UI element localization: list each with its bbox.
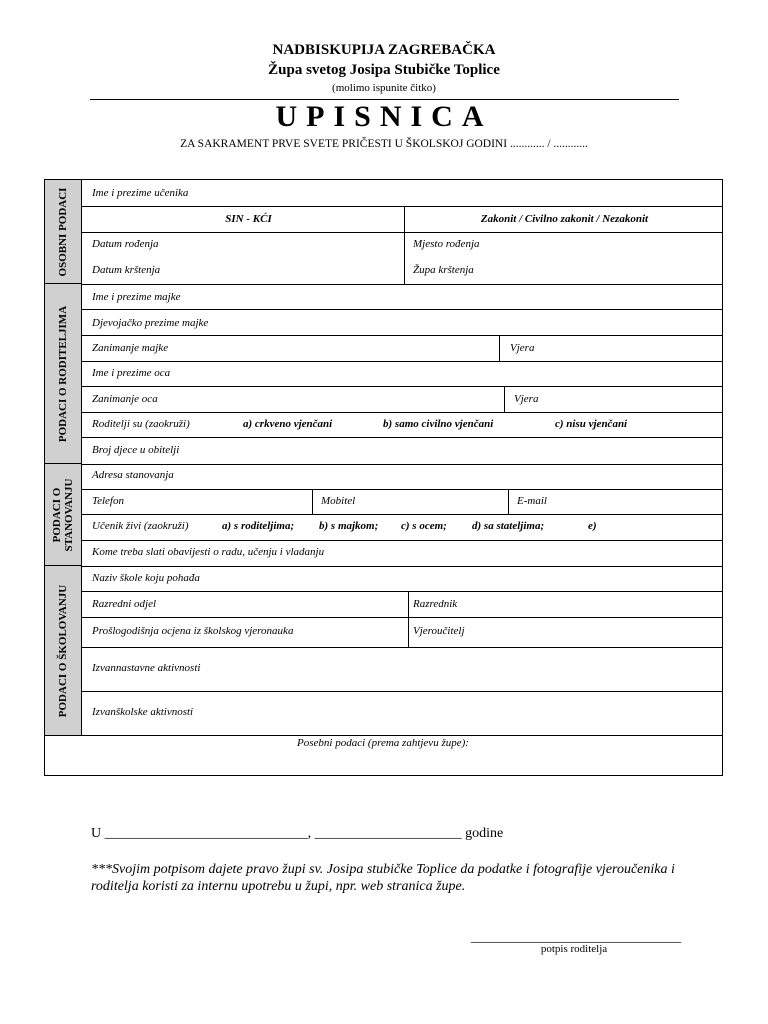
row-divider: [82, 489, 722, 490]
field-email[interactable]: E-mail: [517, 495, 547, 507]
option-not-married[interactable]: c) nisu vjenčani: [555, 418, 628, 430]
field-outside-activities[interactable]: Izvanškolske aktivnosti: [92, 706, 194, 718]
option-with-parents[interactable]: a) s roditeljima;: [222, 520, 295, 532]
field-extracurricular[interactable]: Izvannastavne aktivnosti: [92, 662, 201, 674]
row-divider: [82, 206, 722, 207]
row-divider: [82, 617, 722, 618]
row-divider: [82, 309, 722, 310]
section-schooling: [45, 566, 82, 736]
field-mother-religion[interactable]: Vjera: [510, 342, 535, 354]
column-divider: [408, 591, 409, 647]
field-father-religion[interactable]: Vjera: [514, 393, 539, 405]
row-divider: [82, 412, 722, 413]
row-divider: [82, 437, 722, 438]
field-son-daughter[interactable]: SIN - KĆI: [225, 213, 272, 225]
row-divider: [82, 361, 722, 362]
row-divider: [82, 691, 722, 692]
field-school-name[interactable]: Naziv škole koju pohađa: [92, 572, 200, 584]
row-divider: [82, 514, 722, 515]
section-parents: [45, 284, 82, 464]
section-parents-label: PODACI O RODITELJIMA: [57, 305, 69, 442]
form-subtitle: ZA SAKRAMENT PRVE SVETE PRIČESTI U ŠKOLSKOJ GODINI ............ / ............: [180, 138, 588, 150]
section-divider: [45, 735, 722, 736]
option-other[interactable]: e): [588, 520, 597, 532]
field-religion-grade[interactable]: Prošlogodišnja ocjena iz školskog vjeronauka: [92, 625, 294, 637]
row-divider: [82, 335, 722, 336]
field-legitimacy[interactable]: Zakonit / Civilno zakonit / Nezakonit: [480, 213, 649, 225]
column-divider: [508, 489, 509, 514]
field-children-count[interactable]: Broj djece u obitelji: [92, 444, 180, 456]
field-birth-place[interactable]: Mjesto rođenja: [413, 238, 480, 250]
field-baptism-date[interactable]: Datum krštenja: [92, 264, 161, 276]
section-residence: [45, 464, 82, 566]
field-parents-marital-status: Roditelji su (zaokruži): [92, 418, 190, 430]
option-church-married[interactable]: a) crkveno vjenčani: [243, 418, 333, 430]
field-mother-name[interactable]: Ime i prezime majke: [92, 291, 181, 303]
field-class-teacher[interactable]: Razrednik: [413, 598, 458, 610]
fill-instruction: (molimo ispunite čitko): [332, 82, 436, 94]
section-divider: [82, 284, 722, 285]
consent-text: ***Svojim potpisom dajete pravo župi sv. Josipa stubičke Toplice da podatke i fotografije vjeroučenika i roditelja koristi za internu upotrebu u župi, npr. web stranica župe.: [91, 862, 675, 894]
field-father-name[interactable]: Ime i prezime oca: [92, 367, 171, 379]
section-divider: [82, 464, 722, 465]
form-title: UPISNICA: [275, 100, 493, 133]
row-divider: [82, 591, 722, 592]
option-with-father[interactable]: c) s ocem;: [401, 520, 447, 532]
field-address[interactable]: Adresa stanovanja: [92, 469, 174, 481]
signature-label: potpis roditelja: [540, 943, 608, 955]
section-divider: [82, 566, 722, 567]
row-divider: [82, 540, 722, 541]
column-divider: [499, 335, 500, 361]
row-divider: [82, 232, 722, 233]
field-religion-teacher[interactable]: Vjeroučitelj: [413, 625, 465, 637]
field-phone[interactable]: Telefon: [92, 495, 124, 507]
row-divider: [82, 647, 722, 648]
registration-form: [44, 179, 723, 776]
field-baptism-parish[interactable]: Župa krštenja: [413, 264, 474, 276]
field-notification-recipient[interactable]: Kome treba slati obavijesti o radu, učenju i vladanju: [92, 546, 325, 558]
row-divider: [82, 386, 722, 387]
column-divider: [312, 489, 313, 514]
field-special-data[interactable]: Posebni podaci (prema zahtjevu župe):: [297, 737, 469, 749]
section-personal-label: OSOBNI PODACI: [57, 187, 69, 276]
column-divider: [504, 386, 505, 412]
field-student-name[interactable]: Ime i prezime učenika: [92, 187, 189, 199]
field-mother-occupation[interactable]: Zanimanje majke: [92, 342, 169, 354]
parish-title: Župa svetog Josipa Stubičke Toplice: [268, 62, 500, 78]
option-with-guardians[interactable]: d) sa stateljima;: [472, 520, 545, 532]
field-student-lives-with: Učenik živi (zaokruži): [92, 520, 189, 532]
section-personal: [45, 180, 82, 284]
date-place-line[interactable]: U _____________________________, _____________________ godine: [91, 826, 504, 841]
field-mobile[interactable]: Mobitel: [321, 495, 356, 507]
section-schooling-label: PODACI O ŠKOLOVANJU: [57, 584, 69, 717]
field-father-occupation[interactable]: Zanimanje oca: [92, 393, 158, 405]
field-class[interactable]: Razredni odjel: [92, 598, 157, 610]
field-mother-maiden-name[interactable]: Djevojačko prezime majke: [92, 317, 209, 329]
option-civil-married[interactable]: b) samo civilno vjenčani: [383, 418, 494, 430]
field-birth-date[interactable]: Datum rođenja: [92, 238, 159, 250]
diocese-title: NADBISKUPIJA ZAGREBAČKA: [272, 42, 496, 58]
option-with-mother[interactable]: b) s majkom;: [319, 520, 379, 532]
section-residence-label: PODACI O STANOVANJU: [51, 478, 75, 551]
signature-line[interactable]: ______________________________: [471, 930, 681, 945]
